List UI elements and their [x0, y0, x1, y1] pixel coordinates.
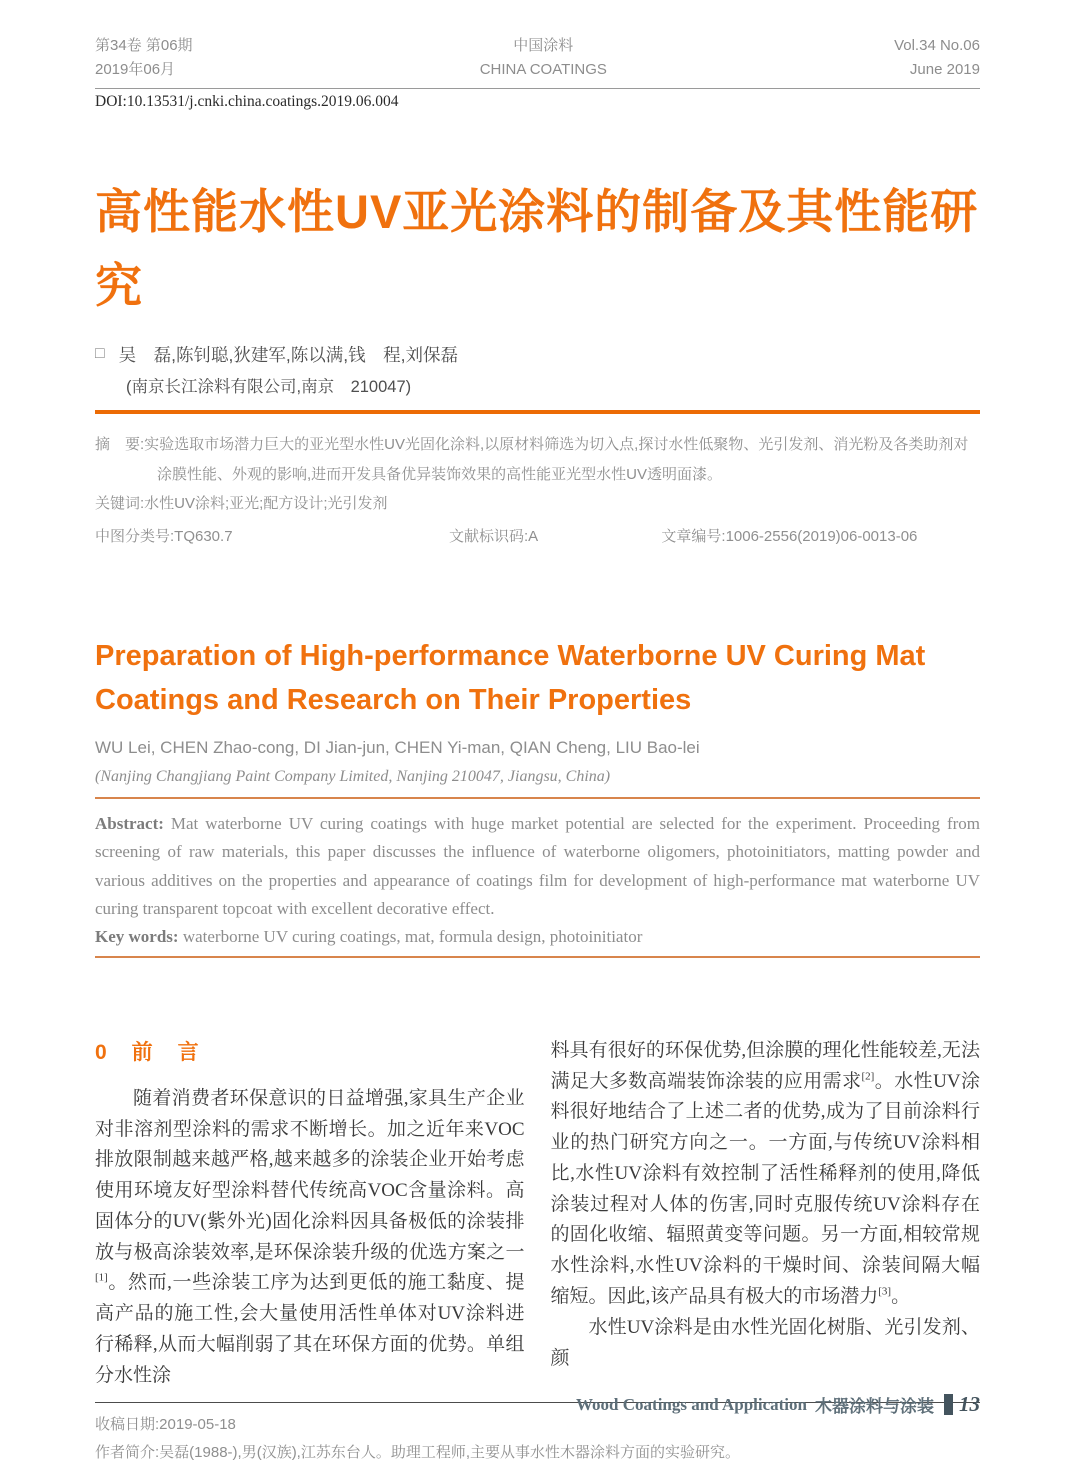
keywords-cn-label: 关键词: — [95, 494, 145, 512]
doc-code-label: 文献标识码: — [449, 527, 529, 545]
author-bio-row — [95, 1439, 980, 1468]
received-date-label: 收稿日期: — [95, 1415, 160, 1433]
page-number-bar — [944, 1394, 953, 1415]
page-footer — [576, 1392, 980, 1417]
orange-rule-thin-bottom — [95, 956, 980, 958]
footer-section-en: Wood Coatings and Application — [576, 1394, 807, 1414]
author-bio-label: 作者简介: — [95, 1444, 160, 1462]
article-id-cell — [661, 525, 980, 546]
volume-issue-en: Vol.34 No.06 — [894, 37, 980, 54]
article-title-cn: 高性能水性UV亚光涂料的制备及其性能研究 — [95, 185, 979, 313]
authors-en: WU Lei, CHEN Zhao-cong, DI Jian-jun, CHEN Yi-man, QIAN Cheng, LIU Bao-lei — [95, 737, 700, 757]
authors-cn: 吴 磊,陈钊聪,狄建军,陈以满,钱 程,刘保磊 — [118, 344, 458, 365]
header-divider — [95, 88, 980, 89]
abstract-cn-text: 实验选取市场潜力巨大的亚光型水性UV光固化涂料,以原材料筛选为切入点,探讨水性低聚物、光引发剂、消光粉及各类助剂对涂膜性能、外观的影响,进而开发具备优异装饰效果的高性能亚光型水性UV透明面漆。 — [144, 435, 969, 483]
abstract-cn — [95, 430, 980, 490]
article-id-value: 1006-2556(2019)06-0013-06 — [725, 527, 918, 545]
received-date-value: 2019-05-18 — [159, 1415, 236, 1433]
keywords-en-text: waterborne UV curing coatings, mat, formula design, photoinitiator — [178, 926, 643, 946]
doi-line: DOI:10.13531/j.cnki.china.coatings.2019.06.004 — [95, 93, 399, 110]
body-columns — [95, 1036, 980, 1392]
keywords-en-label: Key words: — [95, 926, 179, 946]
clc-label: 中图分类号: — [95, 527, 175, 545]
body-column-right — [551, 1036, 981, 1392]
header-left — [95, 34, 193, 82]
article-id-label: 文章编号: — [661, 527, 726, 545]
clc-value: TQ630.7 — [174, 527, 233, 545]
footer-section-cn: 木器涂料与涂装 — [815, 1397, 934, 1416]
date-cn: 2019年06月 — [95, 61, 176, 78]
header-right — [894, 34, 980, 82]
orange-rule-thin-top — [95, 797, 980, 799]
body-column-left — [95, 1036, 525, 1392]
abstract-en-label: Abstract: — [95, 813, 164, 833]
doc-code-cell — [449, 525, 661, 546]
classification-row — [95, 525, 980, 546]
body-paragraph: 水性UV涂料是由水性光固化树脂、光引发剂、颜 — [550, 1316, 980, 1369]
abstract-en — [95, 810, 980, 924]
journal-name-en: CHINA COATINGS — [479, 61, 607, 78]
journal-header — [95, 34, 980, 82]
author-bio-text: 吴磊(1988-),男(汉族),江苏东台人。助理工程师,主要从事水性木器涂料方面的实验研究。 — [159, 1444, 741, 1462]
section-0-heading: 0 前 言 — [95, 1040, 201, 1064]
page-number: 13 — [959, 1392, 980, 1416]
keywords-cn-text: 水性UV涂料;亚光;配方设计;光引发剂 — [144, 494, 388, 512]
authors-cn-row — [95, 342, 980, 367]
date-en: June 2019 — [909, 61, 980, 78]
keywords-en-row — [95, 927, 980, 947]
article-title-en: Preparation of High-performance Waterborne UV Curing Mat Coatings and Research on Their Properties — [95, 639, 926, 716]
body-paragraph: 料具有很好的环保优势,但涂膜的理化性能较差,无法满足大多数高端装饰涂装的应用需求[2]。水性UV涂料很好地结合了上述二者的优势,成为了目前涂料行业的热门研究方向之一。一方面,与传统UV涂料相比,水性UV涂料有效控制了活性稀释剂的使用,降低涂装过程对人体的伤害,同时克服传统UV涂料存在的固化收缩、辐照黄变等问题。另一方面,相较常规水性涂料,水性UV涂料的干燥时间、涂装间隔大幅缩短。因此,该产品具有极大的市场潜力[3]。 — [550, 1039, 980, 1307]
affiliation-en: (Nanjing Changjiang Paint Company Limited, Nanjing 210047, Jiangsu, China) — [95, 767, 611, 785]
clc-cell — [95, 525, 449, 546]
body-paragraph: 随着消费者环保意识的日益增强,家具生产企业对非溶剂型涂料的需求不断增长。加之近年来VOC排放限制越来越严格,越来越多的涂装企业开始考虑使用环境友好型涂料替代传统高VOC含量涂料。高固体分的UV(紫外光)固化涂料因具备极低的涂装排放与极高涂装效率,是环保涂装升级的优选方案之一[1]。然而,一些涂装工序为达到更低的施工黏度、提高产品的施工性,会大量使用活性单体对UV涂料进行稀释,从而大幅削弱了其在环保方面的优势。单组分水性涂 — [95, 1087, 525, 1386]
author-marker-square: □ — [95, 345, 105, 362]
header-center — [480, 34, 607, 82]
abstract-en-text: Mat waterborne UV curing coatings with huge market potential are selected for the experiment. Proceeding from screening of raw materials, this paper discusses the influence of waterborne oligomers, photoinitiators, matting powder and various additives on the properties and appearance of coatings film for development of high-performance mat waterborne UV curing transparent topcoat with excellent decorative effect. — [95, 813, 980, 919]
keywords-cn-row — [95, 492, 980, 513]
abstract-cn-label: 摘 要: — [95, 435, 145, 453]
orange-rule-thick — [95, 410, 980, 414]
volume-issue-cn: 第34卷 第06期 — [95, 37, 193, 54]
journal-name-cn: 中国涂料 — [513, 37, 574, 54]
doc-code-value: A — [528, 527, 539, 545]
affiliation-cn: (南京长江涂料有限公司,南京 210047) — [126, 377, 412, 396]
